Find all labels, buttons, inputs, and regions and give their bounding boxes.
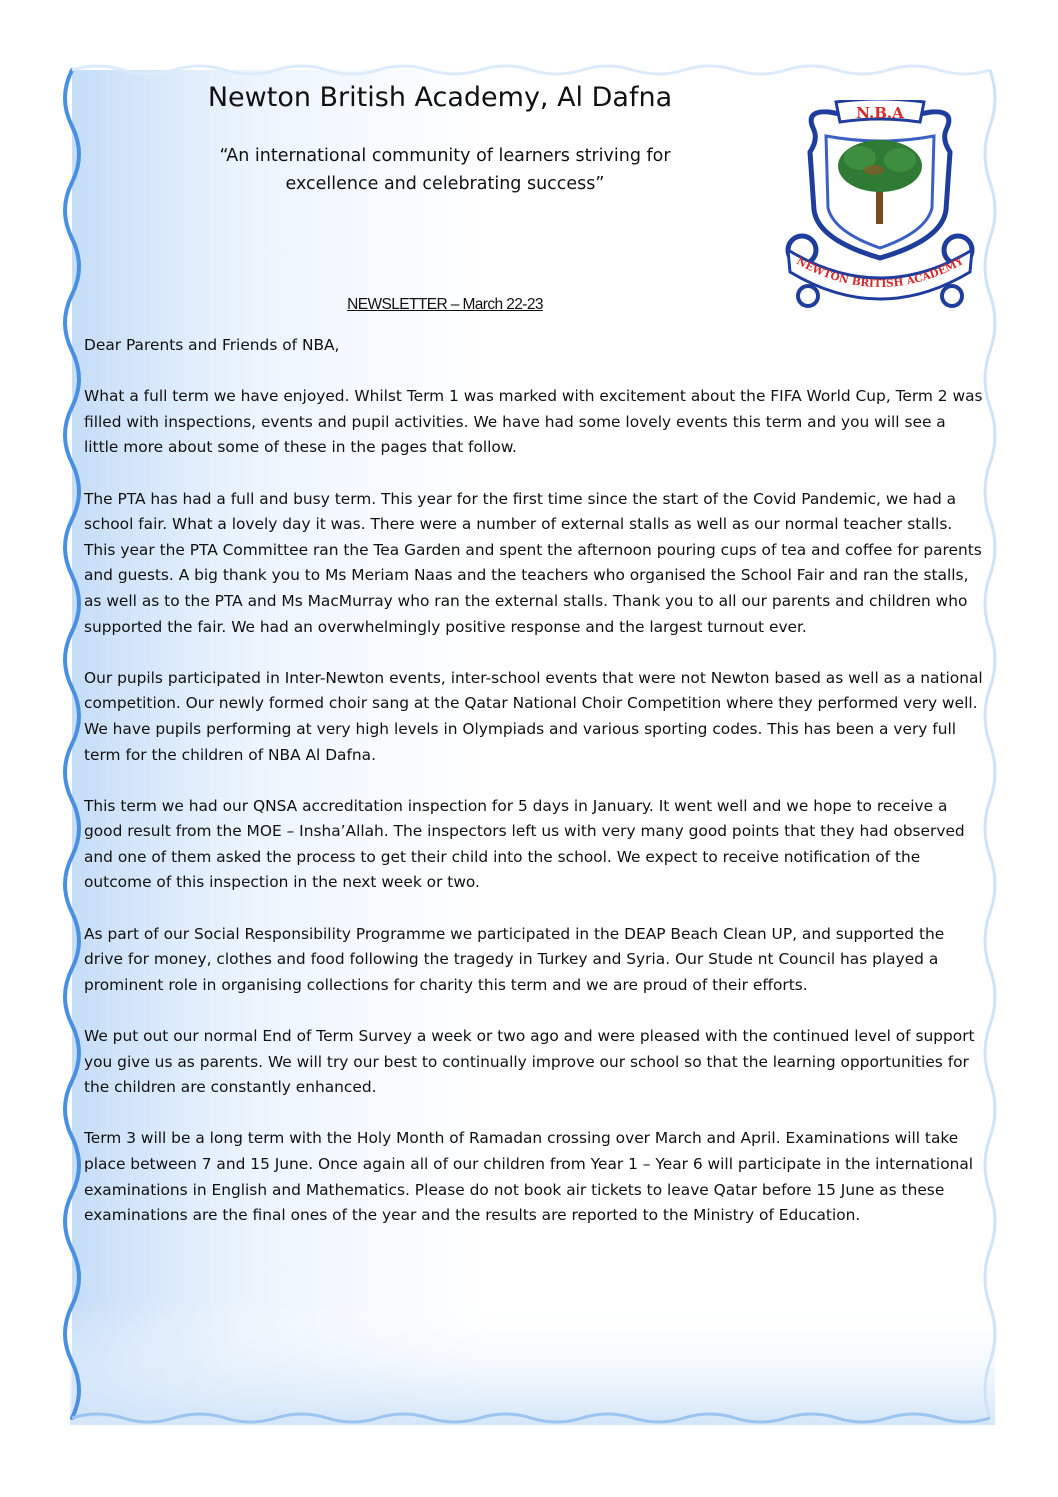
motto-line-1: “An international community of learners striving for (219, 146, 671, 166)
salutation: Dear Parents and Friends of NBA, (84, 336, 340, 354)
paragraph: The PTA has had a full and busy term. This year for the first time since the start of the Covid Pandemic, we had a school fair. What a lovely day it was. There were a number of external stalls as well as our normal teacher stalls. This year the PTA Committee ran the Tea Garden and spent the afternoon pouring cups of tea and coffee for parents and guests. A big thank you to Ms Meriam Naas and the teachers who organised the School Fair and ran the stalls, as well as to the PTA and Ms MacMurray who ran the external stalls. Thank you to all our parents and children who supported the fair. We had an overwhelmingly positive response and the largest turnout ever. (84, 489, 982, 636)
crest-scroll-bottom-left (798, 286, 818, 306)
newsletter-title: NEWSLETTER – March 22-23 (347, 296, 543, 313)
paragraph: As part of our Social Responsibility Programme we participated in the DEAP Beach Clean UP, and supported the drive for money, clothes and food following the tragedy in Turkey and Syria. Our Stude nt Council has played a prominent role in organising collections for charity this term and we are proud of their efforts. (84, 924, 945, 994)
motto-line-2: excellence and celebrating success” (285, 174, 605, 194)
school-crest-logo (774, 100, 986, 312)
paragraph: What a full term we have enjoyed. Whilst Term 1 was marked with excitement about the FIFA World Cup, Term 2 was filled with inspections, events and pupil activities. We have had some lovely events this term and you will see a little more about some of these in the pages that follow. (84, 387, 983, 457)
newsletter-body (84, 333, 984, 1229)
crest-ribbon-text: NEWTON BRITISH ACADEMY (794, 255, 966, 291)
paragraph: Our pupils participated in Inter-Newton events, inter-school events that were not Newton based as well as a national competition. Our newly formed choir sang at the Qatar National Choir Competition where they performed very well. We have pupils performing at very high levels in Olympiads and various sporting codes. This has been a very full term for the children of NBA Al Dafna. (84, 668, 983, 764)
paragraph: This term we had our QNSA accreditation inspection for 5 days in January. It went well and we hope to receive a good result from the MOE – Insha’Allah. The inspectors left us with very many good points that they had observed and one of them asked the process to get their child into the school. We expect to receive notification of the outcome of this inspection in the next week or two. (84, 796, 965, 892)
paragraph: Term 3 will be a long term with the Holy Month of Ramadan crossing over March and April. Examinations will take place between 7 and 15 June. Once again all of our children from Year 1 – Year 6 will participate in the international examinations in English and Mathematics. Please do not book air tickets to leave Qatar before 15 June as these examinations are the final ones of the year and the results are reported to the Ministry of Education. (84, 1129, 974, 1225)
crest-scroll-bottom-right (942, 286, 962, 306)
frame-bottom-shade (70, 1300, 995, 1425)
tree-canopy-right (884, 148, 916, 172)
paragraph: We put out our normal End of Term Survey a week or two ago and were pleased with the continued level of support you give us as parents. We will try our best to continually improve our school so that the learning opportunities for the children are constantly enhanced. (84, 1027, 975, 1097)
school-name: Newton British Academy, Al Dafna (207, 82, 673, 113)
tree-canopy-detail (864, 165, 884, 175)
crest-top-text: N.B.A (856, 104, 904, 122)
school-motto (150, 142, 740, 198)
